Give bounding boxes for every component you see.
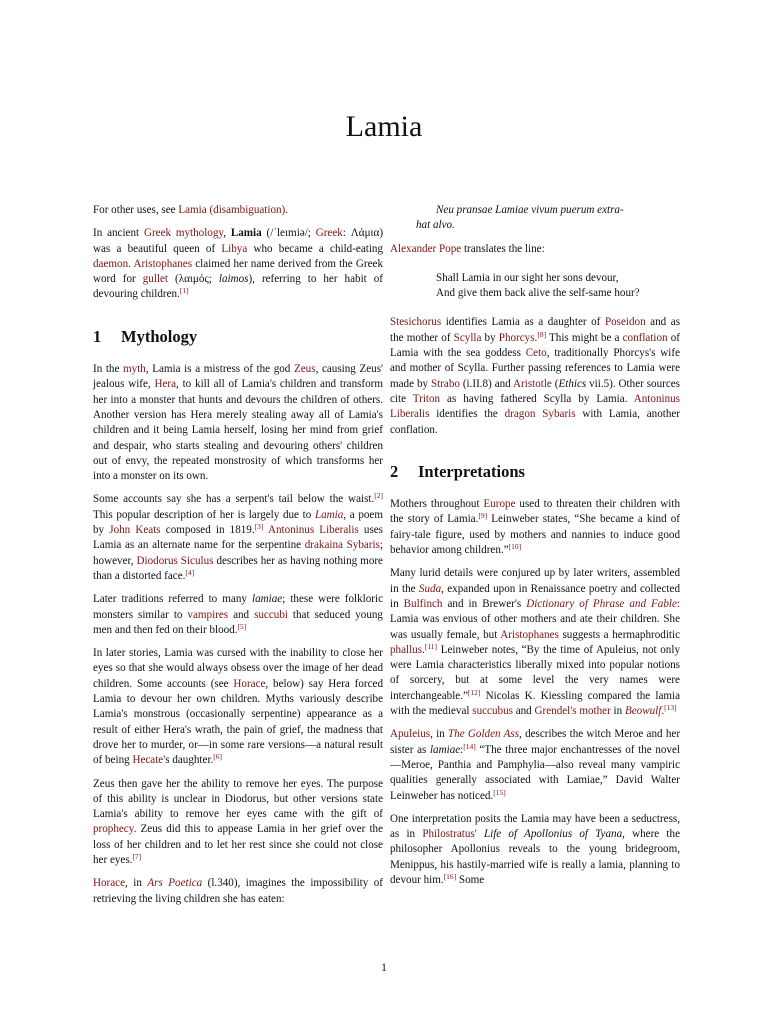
page-number: 1 [381, 960, 387, 974]
text-run: by [481, 331, 499, 344]
horace-quote [416, 203, 680, 234]
section-heading-mythology [93, 326, 383, 346]
text-run: suggests a hermaphroditic [558, 628, 680, 641]
wiki-link[interactable]: Aristophanes [133, 257, 193, 270]
text-run: translates the line: [461, 242, 545, 255]
stesichorus-paragraph [390, 315, 680, 437]
text-run: Leinweber states, “She became a kind of fairy-tale figure, used by mothers and nannies to induce good behavior among children.” [390, 513, 680, 557]
text-run: (l.340), imagines the impossibility of retrieving the living children she has eaten: [93, 877, 383, 905]
text-run: Some accounts say she has a serpent's tail below the waist. [93, 493, 375, 506]
wiki-link[interactable]: Greek [315, 227, 343, 240]
text-run: ; however, [93, 539, 383, 567]
wiki-link[interactable]: Sybaris [542, 408, 576, 421]
wiki-link[interactable]: Hecate [132, 754, 164, 767]
quote-line: Neu pransae Lamiae vivum puerum extra- [436, 204, 624, 216]
text-run: , below) say Hera forced Lamia to devour her own children. Myths variously describe Lamia's monstrous (occasionally serpentine) appearance as a result of either Hera's wrath, the pain of grief, the madness that drove her to murder, or—in some rare versions—a natural result of being [93, 677, 383, 767]
wiki-link[interactable]: Aristophanes [500, 628, 559, 641]
bold-text: Lamia [230, 227, 262, 240]
wiki-link[interactable]: Aristotle [513, 377, 552, 390]
verse-line: Shall Lamia in our sight her sons devour, [436, 271, 619, 284]
pope-verse [416, 271, 680, 302]
wiki-link[interactable]: Antoninus Liberalis [267, 524, 359, 537]
wiki-link[interactable]: Europe [483, 498, 516, 511]
wiki-link[interactable]: Stesichorus [390, 316, 442, 329]
mythology-paragraph [93, 592, 383, 638]
mythology-paragraph [93, 492, 383, 584]
text-run: One interpretation posits the Lamia may have been a seductress, as in [390, 812, 680, 841]
text-run: and [228, 608, 255, 621]
citation-ref[interactable]: [12] [467, 687, 481, 697]
wiki-link[interactable]: succubus [472, 705, 513, 718]
italic-text: Ethics [558, 377, 587, 390]
text-run: and [512, 705, 535, 718]
interpretations-paragraph [390, 497, 680, 558]
text-run: identifies Lamia as a daughter of [441, 316, 605, 329]
wiki-link[interactable]: Scylla [453, 331, 482, 344]
text-run: : Λάμια) was a beautiful queen of [93, 227, 384, 255]
text-run: , in [125, 877, 148, 890]
interpretations-paragraph [390, 566, 680, 719]
text-run: , [223, 227, 231, 240]
text-run: 's daughter. [163, 754, 214, 767]
pope-intro [390, 242, 680, 257]
text-run: ( [551, 377, 559, 390]
text-run: . [128, 257, 134, 270]
citation-ref[interactable]: [11] [424, 641, 438, 651]
text-run: . [661, 705, 665, 718]
mythology-paragraph [93, 777, 383, 869]
citation-ref[interactable]: [1] [179, 286, 189, 296]
text-run: . [534, 331, 538, 344]
wiki-link[interactable]: Alexander Pope [390, 242, 462, 255]
text-run: claimed her name derived from the Greek word for [93, 257, 384, 286]
text-run: In the [93, 363, 124, 376]
wiki-link[interactable]: Ceto [525, 347, 547, 360]
mythology-paragraph [93, 876, 383, 907]
wiki-link[interactable]: drakaina Sybaris [304, 539, 380, 552]
text-run: Mothers throughout [390, 498, 484, 511]
wiki-link[interactable]: Dictionary of Phrase and Fable [526, 597, 677, 610]
interpretations-paragraph [390, 812, 680, 888]
text-run: , to kill all of Lamia's children and transform her into a monster that hunts and devours the children of others. Another version has Hera merely stealing away all of Lamia's children and it being Lamia herself, losing her mind from grief and despair, who starts stealing and devouring others' children out of envy, the repeated monstrosity of which transforms her into a monster on its own. [93, 378, 383, 483]
italic-text: lamiae [251, 593, 283, 606]
citation-ref[interactable]: [14] [463, 741, 476, 751]
wiki-link[interactable]: John Keats [109, 524, 161, 537]
wiki-link[interactable]: myth [123, 363, 146, 376]
mythology-paragraph [93, 362, 383, 484]
text-run: In ancient [93, 227, 144, 240]
wiki-link[interactable]: Antoninus Liberalis [390, 392, 680, 421]
text-run: (λαιμός; [168, 273, 219, 286]
section-number: 1 [93, 326, 102, 346]
section-number: 2 [390, 461, 399, 481]
text-run: In later stories, Lamia was cursed with the inability to close her eyes so that she would always obsess over the image of her dead children. Some accounts (see [93, 647, 383, 690]
wiki-link[interactable]: Beowulf [624, 705, 662, 718]
wiki-link[interactable]: Horace [93, 877, 126, 890]
wiki-link[interactable]: Triton [412, 392, 441, 405]
text-run: in [610, 705, 625, 718]
wiki-link[interactable]: Grendel's mother [534, 705, 611, 718]
wiki-link[interactable]: Greek mythology [143, 227, 224, 240]
wiki-link[interactable]: Bulfinch [403, 597, 443, 610]
intro-paragraph [93, 226, 383, 302]
text-run: . [422, 643, 425, 656]
italic-text: Life of Apollonius of Tyana [483, 828, 623, 841]
text-run: Later traditions referred to many [93, 593, 252, 606]
citation-ref[interactable]: [15] [493, 787, 506, 797]
wiki-link[interactable]: Phorcys [498, 331, 535, 344]
text-run: This popular description of her is largely due to [93, 508, 315, 521]
wiki-link[interactable]: Lamia [314, 508, 344, 521]
text-run: , where the philosopher Apollonius reveals to the young bridegroom, Menippus, his hastily-married wife is really a lamia, planning to devour him. [390, 828, 680, 886]
citation-ref[interactable]: [9] [478, 511, 488, 521]
wiki-link[interactable]: Poseidon [604, 316, 646, 329]
citation-ref[interactable]: [3] [254, 522, 264, 532]
text-run: Some [456, 873, 485, 886]
text-run: , expanded upon in Renaissance poetry and collected in [390, 582, 680, 610]
wiki-link[interactable]: prophecy [93, 823, 134, 836]
verse-line: And give them back alive the self-same hour? [436, 287, 640, 300]
text-run: Many lurid details were conjured up by later writers, assembled in the [390, 567, 680, 595]
text-run: ), referring to her habit of devouring children. [93, 273, 383, 301]
text-run: : Lamia was envious of other mothers and ate their children. She was usually female, but [390, 597, 680, 641]
text-run: describes her as having nothing more than a distorted face. [93, 554, 383, 582]
text-run: with Lamia, another conflation. [390, 408, 680, 436]
italic-text: lamiae [429, 743, 461, 756]
citation-ref[interactable]: [8] [537, 329, 547, 339]
italic-text: laimos [218, 273, 249, 286]
section-title: Mythology [121, 326, 198, 346]
wiki-link[interactable]: Zeus [293, 363, 316, 376]
wiki-link[interactable]: Suda [418, 582, 442, 595]
text-run: , traditionally Phorcys's wife and mother of Scylla. Further passing references to Lamia were made by [390, 347, 681, 390]
wiki-link[interactable]: Apuleius [390, 728, 431, 741]
section-heading-interpretations [390, 461, 680, 481]
text-run: used to threaten their children with the story of Lamia. [390, 498, 680, 526]
wiki-link[interactable]: dragon [504, 408, 536, 421]
wiki-link[interactable]: Diodorus Siculus [136, 554, 214, 567]
citation-ref[interactable]: [5] [237, 621, 247, 631]
text-run: Leinweber notes, “By the time of Apuleius, not only were Lamia characteristics liberally mixed into popular notions of sorcery, but at some level the very names were interchangeable.” [390, 643, 680, 702]
wiki-link[interactable]: conflation [622, 331, 668, 344]
hatnote-link[interactable]: Lamia (disambiguation) [178, 204, 286, 216]
text-run: vii.5). Other sources cite [390, 377, 680, 405]
wiki-link[interactable]: Horace [233, 677, 266, 690]
hatnote [93, 203, 383, 218]
wiki-link[interactable]: succubi [254, 608, 288, 621]
wiki-link[interactable]: The Golden Ass [448, 728, 520, 741]
wiki-link[interactable]: phallus [390, 643, 423, 656]
text-run: : [460, 743, 464, 756]
text-run: Zeus then gave her the ability to remove her eyes. The purpose of this ability is unclear in Diodorus, but other versions state Lamia's ability to remove her eyes came with the gift of [93, 777, 383, 821]
wiki-link[interactable]: Philostratus' [422, 828, 477, 841]
text-run: , in [430, 728, 448, 741]
text-run: who became a child-eating [247, 242, 384, 255]
text-run: , causing Zeus' jealous wife, [93, 363, 384, 391]
citation-ref[interactable]: [4] [185, 567, 195, 577]
interpretations-paragraph [390, 727, 680, 803]
page-title: Lamia [345, 110, 423, 143]
text-run: , Lamia is a mistress of the god [145, 363, 294, 376]
text-run: composed in 1819. [160, 524, 255, 537]
text-run: “The three major enchantresses of the novel—Meroe, Panthia and Pamphylia—also reveal many vampiric qualities generally associated with Lamiae,” David Walter Leinweber has noticed. [390, 743, 680, 802]
text-run: . Zeus did this to appease Lamia in her grief over the loss of her children and to let her rest since she could not close her eyes. [93, 823, 383, 866]
wiki-link[interactable]: Libya [221, 242, 248, 255]
text-run: ; these were folkloric monsters similar to [93, 593, 383, 621]
wiki-link[interactable]: Strabo [430, 377, 460, 390]
mythology-paragraph [93, 646, 383, 768]
text-run: , describes the witch Meroe and her sister as [390, 728, 681, 756]
text-run: that seduced young men and then fed on their blood. [93, 608, 383, 636]
section-title: Interpretations [418, 461, 525, 481]
citation-ref[interactable]: [2] [374, 491, 383, 501]
hatnote-end: . [285, 204, 289, 216]
left-column [93, 203, 383, 915]
quote-line: hat alvo. [416, 219, 455, 232]
citation-ref[interactable]: [10] [508, 542, 522, 552]
citation-ref[interactable]: [6] [213, 752, 223, 762]
text-run [477, 828, 484, 840]
text-run: of Lamia with the sea goddess [390, 331, 680, 360]
citation-ref[interactable]: [13] [664, 703, 677, 713]
text-run: and as the mother of [390, 316, 681, 344]
hatnote-text: For other uses, see [93, 204, 179, 216]
text-run: , a poem by [93, 508, 383, 537]
text-run: identifies the [429, 408, 505, 421]
citation-ref[interactable]: [7] [132, 851, 142, 861]
right-column [390, 203, 680, 896]
citation-ref[interactable]: [16] [443, 871, 457, 881]
text-run: This might be a [546, 331, 623, 344]
text-run: (/ˈleɪmiə/; [261, 227, 316, 240]
text-run: and in Brewer's [442, 597, 527, 610]
text-run: Nicolas K. Kiessling compared the lamia with the medieval [390, 689, 680, 718]
text-run: as having fathered Scylla by Lamia. [440, 392, 634, 405]
text-run: uses Lamia as an alternate name for the serpentine [93, 524, 383, 552]
wiki-link[interactable]: gullet [142, 273, 169, 286]
wiki-link[interactable]: Hera [154, 378, 177, 391]
wiki-link[interactable]: daemon [93, 257, 129, 270]
text-run: (i.II.8) and [459, 377, 514, 390]
wiki-link[interactable]: vampires [187, 608, 229, 621]
wiki-link[interactable]: Ars Poetica [147, 877, 203, 890]
